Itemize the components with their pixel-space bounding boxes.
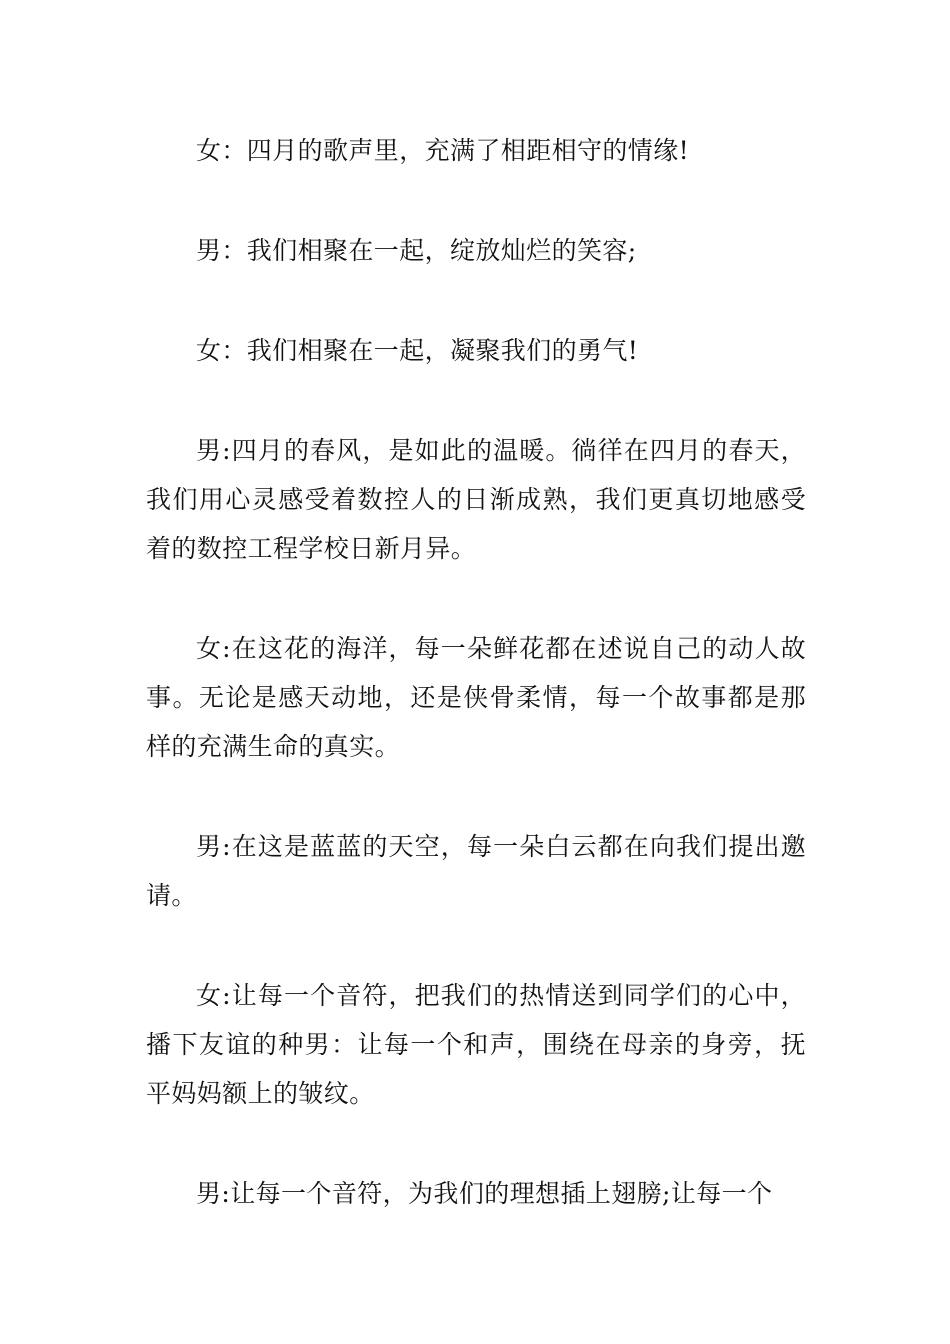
paragraph-1: 女：四月的歌声里，充满了相距相守的情缘!	[196, 136, 690, 165]
paragraph-2: 男：我们相聚在一起，绽放灿烂的笑容;	[196, 236, 637, 265]
paragraph-8: 男:让每一个音符，为我们的理想插上翅膀;让每一个	[196, 1179, 773, 1208]
paragraph-4: 男:四月的春风，是如此的温暖。徜徉在四月的春天，我们用心灵感受着数控人的日渐成熟，我们更真切地感受着的数控工程学校日新月异。	[146, 436, 806, 563]
paragraph-7: 女:让每一个音符，把我们的热情送到同学们的心中，播下友谊的种男：让每一个和声，围绕在母亲的身旁，抚平妈妈额上的皱纹。	[146, 981, 806, 1108]
paragraph-3: 女：我们相聚在一起，凝聚我们的勇气!	[196, 336, 639, 365]
paragraph-6: 男:在这是蓝蓝的天空，每一朵白云都在向我们提出邀请。	[146, 832, 806, 910]
document-body	[146, 126, 806, 1269]
paragraph-5: 女:在这花的海洋，每一朵鲜花都在述说自己的动人故事。无论是感天动地，还是侠骨柔情，每一个故事都是那样的充满生命的真实。	[146, 634, 806, 761]
